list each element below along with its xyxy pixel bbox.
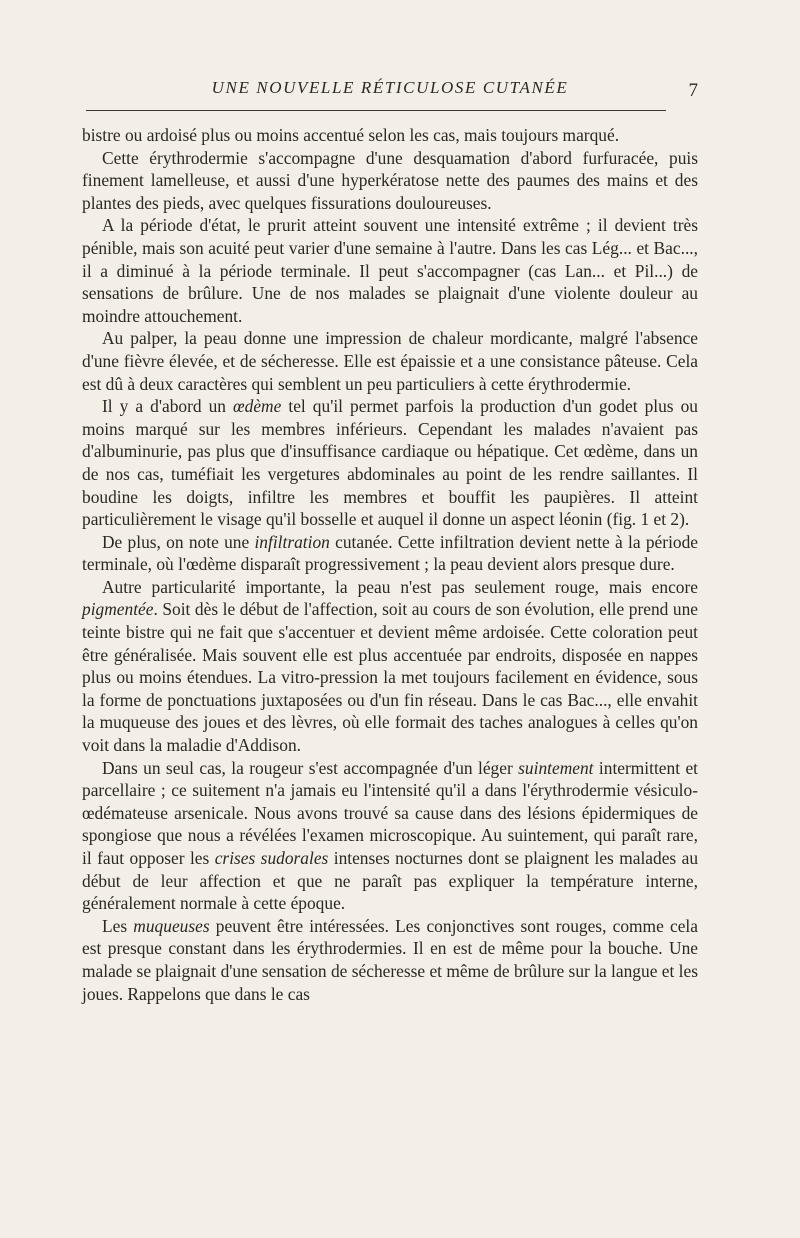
text-run: intenses nocturnes dont se plaignent les malades au début de leur affection et que ne paraît pas expliquer la température interne, généralement normale à cette époque. [82, 848, 699, 914]
page-header [82, 76, 698, 104]
paragraph [82, 576, 698, 757]
text-run: tel qu'il permet parfois la production d'un godet plus ou moins marqué sur les membres inférieurs. Cependant les malades n'avaient pas d'albuminurie, pas plus que d'insuffisance cardiaque ou hépatique. Cet œdème, dans un de nos cas, tuméfiait les vergetures abdominales au point de les rendre saillantes. Il boudine les doigts, infiltre les membres et bouffit les paupières. Il atteint particulièrement le visage qu'il bosselle et auquel il donne un aspect léonin (fig. 1 et 2). [82, 396, 698, 530]
italic-term: suintement [518, 757, 594, 778]
paragraph [82, 915, 698, 1005]
text-run: Au palper, la peau donne une impression de chaleur mordicante, malgré l'absence d'une fièvre élevée, et de sécheresse. Elle est épaissie et a une consistance pâteuse. Cela est dû à deux caractères qui semblent un peu particuliers à cette érythrodermie. [82, 328, 698, 394]
paragraph [82, 214, 698, 327]
paragraph [82, 395, 698, 531]
text-run: Il y a d'abord un [102, 396, 234, 417]
paragraph [82, 327, 698, 395]
text-run: A la période d'état, le prurit atteint souvent une intensité extrême ; il devient très pénible, mais son acuité peut varier d'une semaine à l'autre. Dans les cas Lég... et Bac..., il a diminué à la période terminale. Il peut s'accompagner (cas Lan... et Pil...) de sensations de brûlure. Une de nos malades se plaignait d'une violente douleur au moindre attouchement. [82, 215, 698, 326]
paragraph [82, 147, 698, 215]
text-run: De plus, on note une [102, 531, 255, 552]
paragraph [82, 757, 698, 915]
italic-term: infiltration [254, 531, 330, 552]
italic-term: œdème [233, 396, 282, 417]
running-title: UNE NOUVELLE RÉTICULOSE CUTANÉE [211, 78, 569, 97]
text-run: Cette érythrodermie s'accompagne d'une desquamation d'abord furfuracée, puis finement lamelleuse, et aussi d'une hyperkératose nette des paumes des mains et des plantes des pieds, avec quelques fissurations douloureuses. [82, 147, 698, 213]
italic-term: muqueuses [133, 915, 210, 936]
text-run: Autre particularité importante, la peau n'est pas seulement rouge, mais encore [102, 576, 698, 597]
paragraph [82, 531, 698, 576]
italic-term: crises sudorales [214, 848, 329, 868]
text-run: . Soit dès le début de l'affection, soit au cours de son évolution, elle prend une teinte bistre qui ne fait que s'accentuer et devient même ardoisée. Cette coloration peut être généralisée. Mais souvent elle est plus accentuée par endroits, disposée en nappes plus ou moins étendues. La vitro-pression la met toujours facilement en évidence, sous la forme de ponctuations juxtaposées ou d'un fin réseau. Dans le cas Bac..., elle envahit la muqueuse des joues et des lèvres, où elle formait des taches analogues à celles qu'on voit dans la maladie d'Addison. [82, 599, 698, 756]
text-run: intermittent et parcellaire ; ce suitement n'a jamais eu l'intensité qu'il a dans l'érythrodermie vésiculo-œdémateuse arsenicale. Nous avons trouvé sa cause dans des lésions épidermiques de spongiose que nous a révélées l'examen microscopique. Au suintement, qui paraît rare, il faut opposer les [82, 757, 699, 868]
header-rule [86, 110, 666, 111]
paragraph [82, 124, 698, 147]
italic-term: pigmentée [82, 599, 154, 620]
text-run: peuvent être intéressées. Les conjonctives sont rouges, comme cela est presque constant dans les érythrodermies. Il en est de même pour la bouche. Une malade se plaignait d'une sensation de sécheresse et même de brûlure sur la langue et les joues. Rappelons que dans le cas [82, 915, 698, 1004]
text-run: bistre ou ardoisé plus ou moins accentué selon les cas, mais toujours marqué. [82, 125, 620, 145]
text-run: Dans un seul cas, la rougeur s'est accompagnée d'un léger [102, 757, 519, 778]
body-text [82, 124, 698, 1005]
text-run: Les [102, 915, 134, 936]
text-run: cutanée. Cette infiltration devient nette à la période terminale, où l'œdème disparaît progressivement ; la peau devient alors presque dure. [82, 531, 699, 575]
page-number: 7 [688, 80, 698, 101]
